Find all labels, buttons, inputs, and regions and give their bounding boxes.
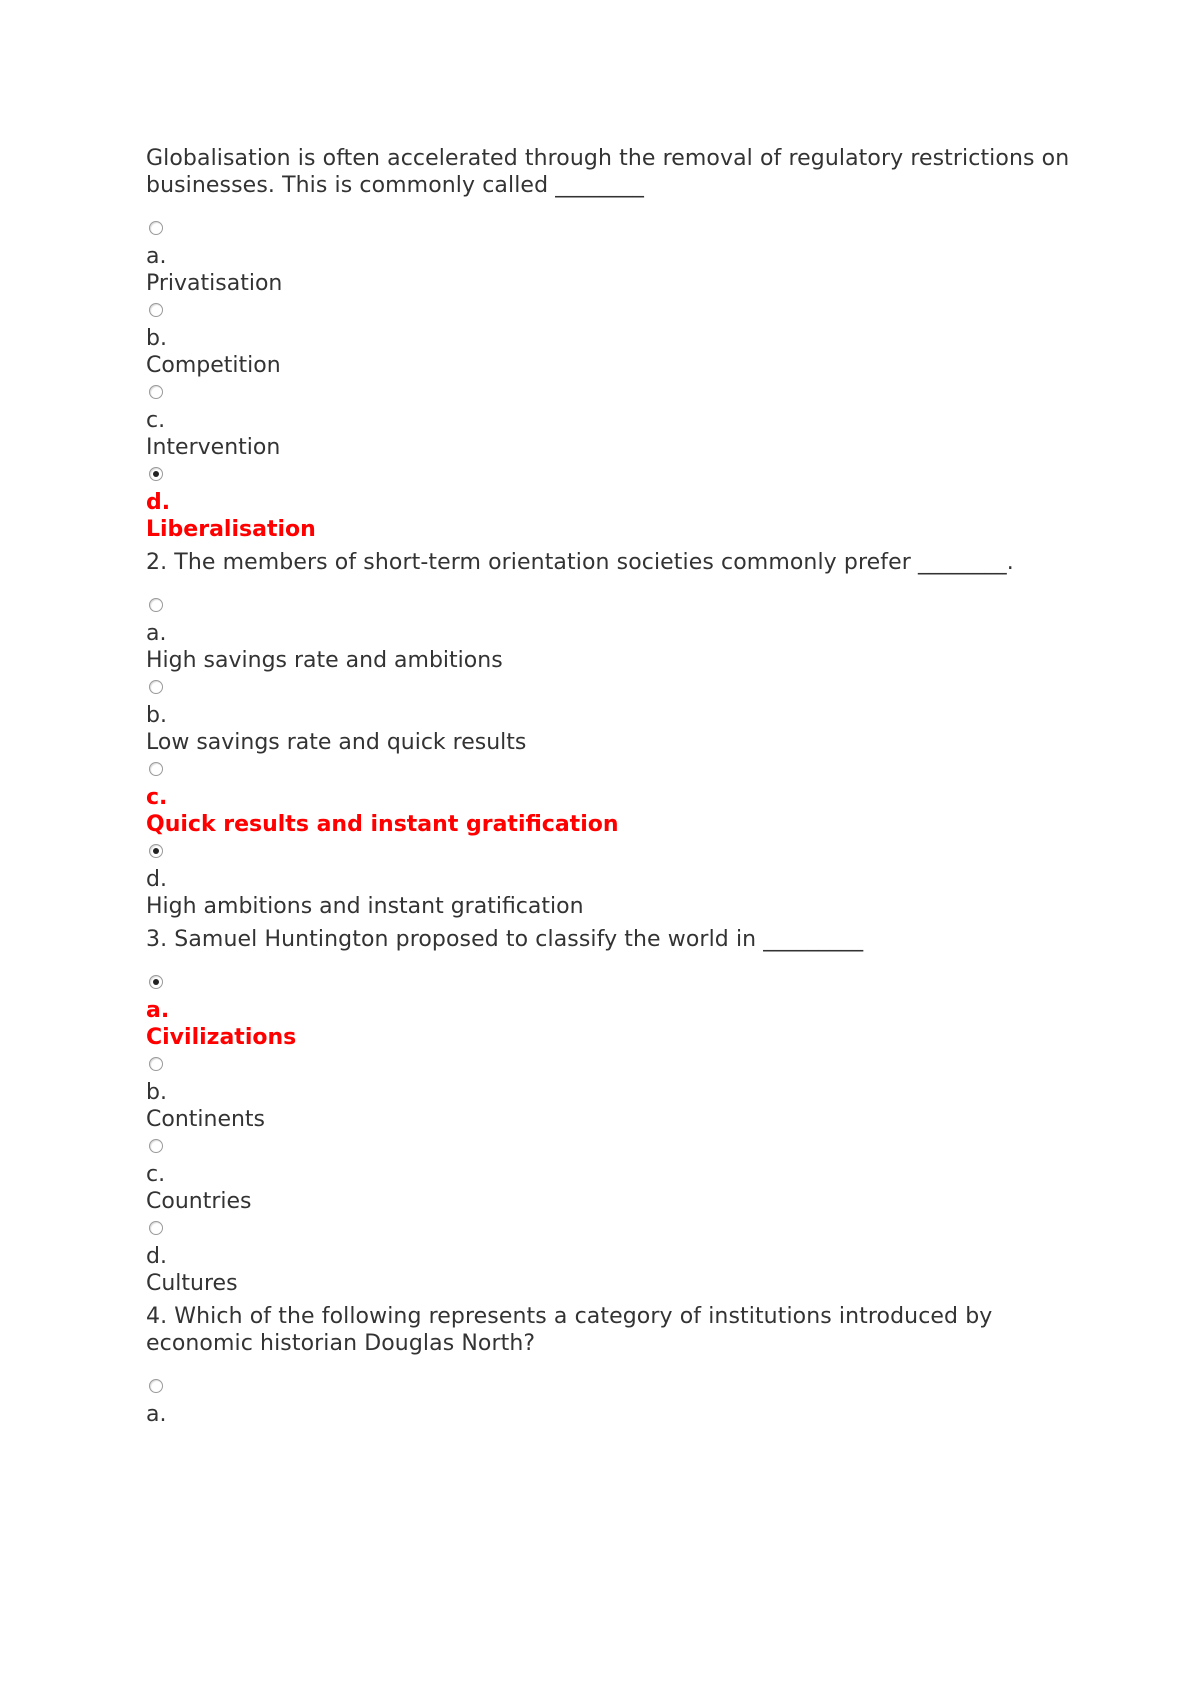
option-2a[interactable] — [146, 598, 1086, 674]
option-text: High ambitions and instant gratification — [146, 894, 584, 919]
option-text: High savings rate and ambitions — [146, 648, 503, 673]
question-text: 2. The members of short-term orientation societies commonly prefer ________. — [146, 550, 1014, 575]
question-3 — [146, 926, 1086, 1297]
option-3b[interactable] — [146, 1057, 1086, 1133]
radio-button[interactable] — [149, 1221, 163, 1235]
option-letter: a. — [146, 621, 167, 646]
radio-button[interactable] — [149, 1139, 163, 1153]
option-letter: d. — [146, 867, 167, 892]
option-text: Intervention — [146, 435, 281, 460]
option-3d[interactable] — [146, 1221, 1086, 1297]
question-text: 3. Samuel Huntington proposed to classify the world in _________ — [146, 927, 864, 952]
option-text: Low savings rate and quick results — [146, 730, 527, 755]
radio-button[interactable] — [149, 221, 163, 235]
question-2 — [146, 549, 1086, 920]
option-text: Continents — [146, 1107, 266, 1132]
option-text: Liberalisation — [146, 517, 316, 542]
question-text: Globalisation is often accelerated through the removal of regulatory restrictions on businesses. This is commonly called ________ — [146, 146, 1070, 198]
option-letter: a. — [146, 244, 167, 269]
radio-button[interactable] — [149, 762, 163, 776]
radio-button-selected[interactable] — [149, 975, 163, 989]
radio-button[interactable] — [149, 598, 163, 612]
option-1c[interactable] — [146, 385, 1086, 461]
option-1a[interactable] — [146, 221, 1086, 297]
quiz-page — [146, 145, 1086, 1428]
option-text: Quick results and instant gratification — [146, 812, 619, 837]
option-1d[interactable] — [146, 467, 1086, 543]
option-letter: b. — [146, 326, 167, 351]
option-3a[interactable] — [146, 975, 1086, 1051]
option-letter: b. — [146, 703, 167, 728]
option-4a[interactable] — [146, 1379, 1086, 1428]
option-3c[interactable] — [146, 1139, 1086, 1215]
option-letter: c. — [146, 1162, 166, 1187]
option-2d[interactable] — [146, 844, 1086, 920]
option-2c[interactable] — [146, 762, 1086, 838]
radio-button[interactable] — [149, 1379, 163, 1393]
radio-button[interactable] — [149, 1057, 163, 1071]
question-1 — [146, 145, 1086, 543]
question-4 — [146, 1303, 1086, 1428]
option-text: Countries — [146, 1189, 252, 1214]
radio-button-selected[interactable] — [149, 467, 163, 481]
option-letter: d. — [146, 490, 171, 515]
radio-button[interactable] — [149, 303, 163, 317]
option-1b[interactable] — [146, 303, 1086, 379]
option-letter: c. — [146, 785, 168, 810]
option-2b[interactable] — [146, 680, 1086, 756]
option-letter: d. — [146, 1244, 167, 1269]
radio-button[interactable] — [149, 680, 163, 694]
option-letter: b. — [146, 1080, 167, 1105]
option-text: Civilizations — [146, 1025, 297, 1050]
option-letter: a. — [146, 1402, 167, 1427]
option-text: Competition — [146, 353, 281, 378]
option-letter: c. — [146, 408, 166, 433]
question-text: 4. Which of the following represents a category of institutions introduced by economic historian Douglas North? — [146, 1304, 993, 1356]
radio-button-selected[interactable] — [149, 844, 163, 858]
option-text: Cultures — [146, 1271, 238, 1296]
option-text: Privatisation — [146, 271, 283, 296]
option-letter: a. — [146, 998, 170, 1023]
radio-button[interactable] — [149, 385, 163, 399]
